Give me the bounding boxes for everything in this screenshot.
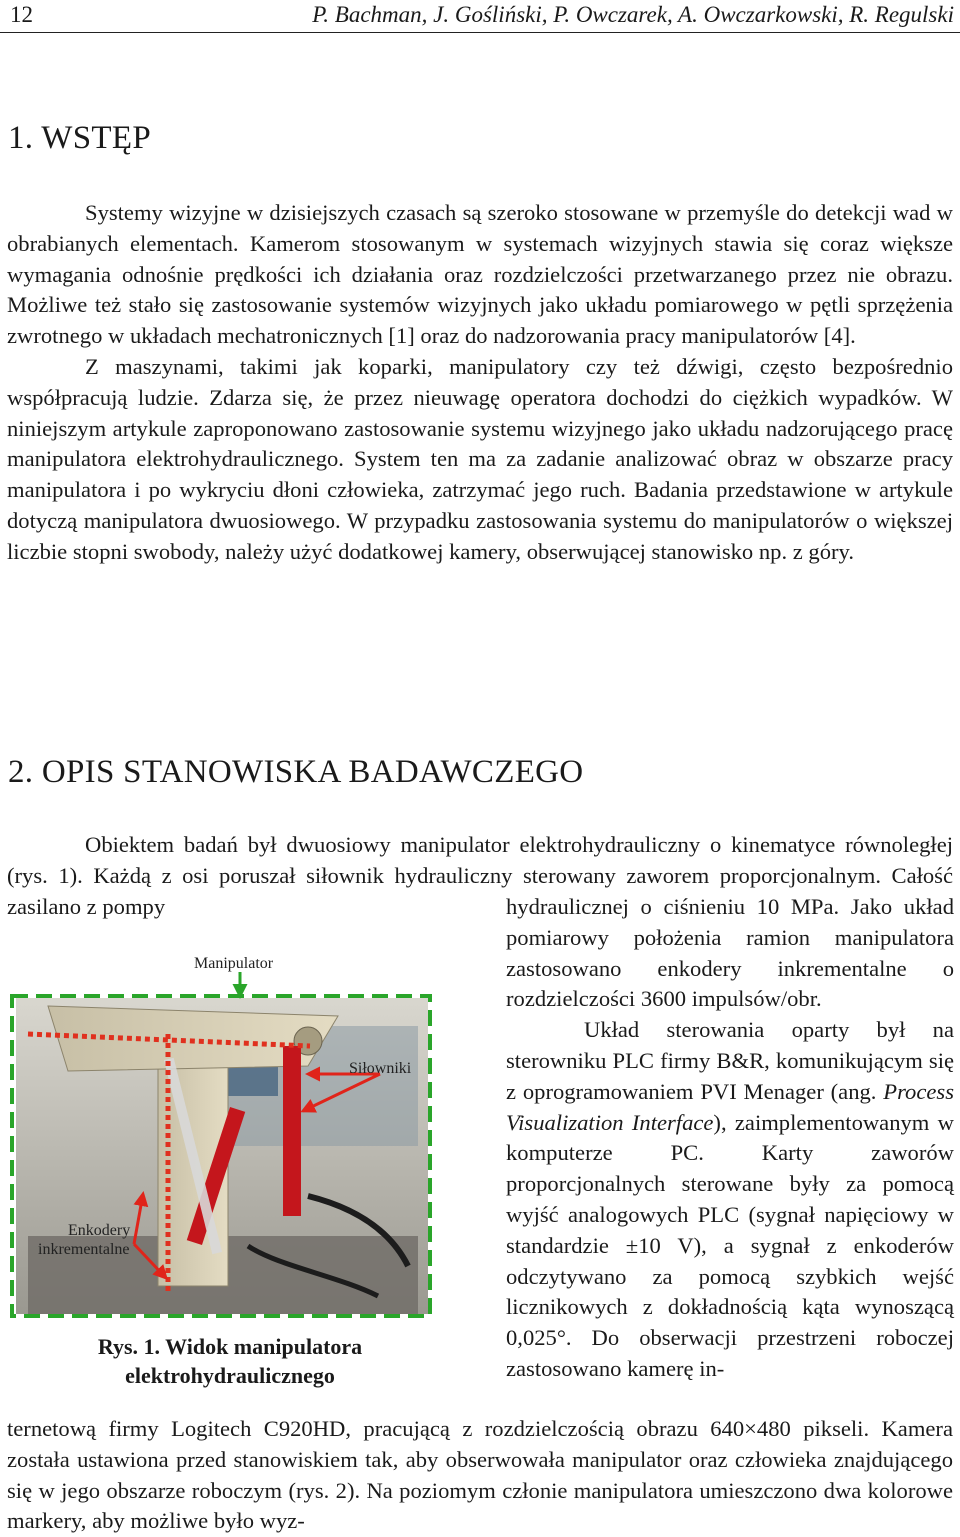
- control-system-paragraph: [506, 1015, 954, 1385]
- label-encoders-line1: Enkodery: [68, 1222, 131, 1239]
- section-heading-intro: 1. WSTĘP: [8, 120, 151, 156]
- control-text-rest: ), zaimplementowanym w komputerze PC. Karty zaworów proporcjonalnych sterowane były za pomocą wyjść analogowych PLC (sygnał napięciowy w standardzie ±10 V), a sygnał z enkoderów odczytywano za pomocą szybkich wejść licznikowych z dokładnością kąta wynoszącą 0,025°. Do obserwacji przestrzeni roboczej zastosowano kamerę in-: [506, 1109, 954, 1381]
- camera-paragraph: ternetową firmy Logitech C920HD, pracującą z rozdzielczością obrazu 640×480 pikseli. Kamera została ustawiona przed stanowiskiem tak, aby obserwowała manipulator oraz człowieka znajdującego się w jego obszarze roboczym (rys. 2). Na poziomym członie manipulatora umieszczono dwa kolorowe markery, aby możliwe było wyz-: [7, 1416, 953, 1534]
- caption-line-2: elektrohydraulicznego: [125, 1363, 335, 1388]
- control-text-start: Układ sterowania oparty był na sterowniku PLC firmy B&R, komunikującym się z oprogramowaniem PVI Menager (ang.: [506, 1017, 954, 1104]
- figure-manipulator: [8, 946, 494, 1366]
- label-encoders-line2: inkrementalne: [38, 1241, 130, 1258]
- wrapped-text-column: [506, 892, 954, 1385]
- header-rule: [0, 32, 960, 33]
- actuator-right: [283, 1046, 301, 1216]
- control-text-italic: Process Visualization Interface: [506, 1078, 954, 1135]
- intro-paragraph-2: Z maszynami, takimi jak koparki, manipulatory czy też dźwigi, często bezpośrednio współpracują ludzie. Zdarza się, że przez nieuwagę operatora dochodzi do ciężkich wypadków. W niniejszym artykule zaproponowano zastosowanie systemu wizyjnego jako układu nadzorującego pracę manipulatora elektrohydraulicznego. System ten ma za zadanie analizować obraz w obszarze pracy manipulatora i po wykryciu dłoni człowieka, zatrzymać jego ruch. Badania przedstawione w artykule dotyczą manipulatora dwuosiowego. W przypadku zastosowania systemu do manipulatorów o większej liczbie stopni swobody, należy użyć dodatkowej kamery, obserwującej stanowisko np. z góry.: [7, 353, 953, 564]
- running-head-authors: P. Bachman, J. Gośliński, P. Owczarek, A. Owczarkowski, R. Regulski: [312, 2, 954, 27]
- label-manipulator: Manipulator: [194, 955, 274, 972]
- section-heading-test-stand: 2. OPIS STANOWISKA BADAWCZEGO: [8, 754, 584, 790]
- caption-line-1: Rys. 1. Widok manipulatora: [97, 1334, 363, 1359]
- page-number: 12: [10, 2, 33, 27]
- intro-body: [7, 198, 953, 568]
- intro-paragraph-1: Systemy wizyjne w dzisiejszych czasach są szeroko stosowane w przemyśle do detekcji wad w obrabianych elementach. Kamerom stosowanym w systemach wizyjnych stawia się coraz większe wymagania odnośnie prędkości ich działania oraz rozdzielczości przetwarzanego przez nie obrazu. Możliwe też stało się zastosowanie systemów wizyjnych jako układu pomiarowego w pętli sprzężenia zwrotnego w układach mechatronicznych [1] oraz do nadzorowania pracy manipulatorów [4].: [7, 200, 953, 349]
- label-actuators: Siłowniki: [349, 1060, 412, 1077]
- manipulator-photo: [8, 946, 494, 1366]
- test-stand-paragraph-1-tail: hydraulicznej o ciśnieniu 10 MPa. Jako układ pomiarowy położenia ramion manipulatora zastosowano enkodery inkrementalne o rozdzielczości 3600 impulsów/obr.: [506, 894, 954, 1012]
- full-width-continuation: [7, 1414, 953, 1537]
- page-header: [0, 0, 960, 32]
- figure-caption: [20, 1332, 440, 1390]
- test-stand-paragraph-1: Obiektem badań był dwuosiowy manipulator elektrohydrauliczny o kinematyce równoległej (rys. 1). Każdą z osi poruszał siłownik hydrauliczny sterowany zaworem proporcjonalnym. Całość zasilano z pompy: [7, 832, 953, 919]
